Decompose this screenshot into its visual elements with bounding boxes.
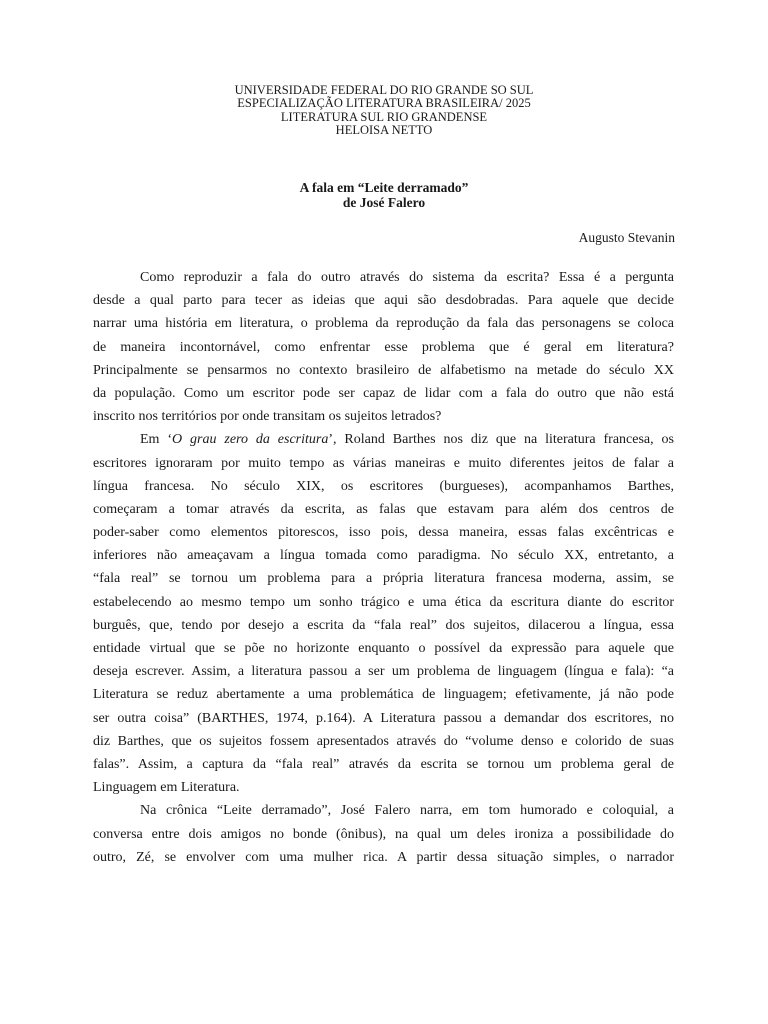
paragraph-2-line: Linguagem em Literatura. — [93, 780, 240, 796]
header-line-professor: HELOISA NETTO — [335, 123, 433, 138]
paragraph-1-line: Como reproduzir a fala do outro através do sistema da escrita? Essa é a pergunta — [140, 270, 674, 285]
paragraph-2-line: inferiores não ameaçavam a língua tomada como paradigma. No século XX, entretanto, a — [93, 548, 674, 564]
essay-title — [0, 180, 768, 210]
essay-body — [93, 266, 674, 869]
paragraph-2-first-line — [93, 428, 674, 451]
author-name: Augusto Stevanin — [578, 230, 675, 245]
paragraph-2-lead: Em ‘ — [140, 432, 173, 448]
paragraph-1-line: de maneira incontornável, como enfrentar esse problema que é geral em literatura? — [93, 339, 674, 355]
paragraph-2-line: ser outra coisa” (BARTHES, 1974, p.164). A Literatura passou a demandar dos escritores, no — [93, 710, 674, 726]
paragraph-2-line: deseja escrever. Assim, a literatura passou a ser um problema de linguagem (língua e fala): “a — [93, 664, 674, 680]
paragraph-3-line: Na crônica “Leite derramado”, José Falero narra, em tom humorado e coloquial, a — [140, 803, 674, 819]
book-title-reference: O grau zero da escritura — [172, 432, 329, 448]
paragraph-1-line: narrar uma história em literatura, o problema da reprodução da fala das personagens se coloca — [93, 316, 674, 332]
header-line-university: UNIVERSIDADE FEDERAL DO RIO GRANDE SO SUL — [234, 83, 534, 97]
header-line-specialization: ESPECIALIZAÇÃO LITERATURA BRASILEIRA/ 2025 — [237, 96, 531, 111]
paragraph-2-line: escritores ignoraram por muito tempo as várias maneiras e muito diferentes jeitos de falar a — [93, 455, 674, 471]
paragraph-2-line: Literatura se reduz abertamente a uma problemática de linguagem; efetivamente, já não pode — [93, 687, 674, 703]
paragraph-2-lead-rest: ’, Roland Barthes nos diz que na literatura francesa, os — [328, 432, 674, 448]
paragraph-2-line: estabelecendo ao mesmo tempo um sonho trágico e uma ética da escritura diante do escritor — [93, 594, 674, 610]
paragraph-2-line: diz Barthes, que os sujeitos fossem apresentados através do “volume denso e colorido de suas — [93, 733, 674, 749]
paragraph-2-line: burguês, que, tendo por desejo a escrita da “fala real” dos sujeitos, dilacerou a língua, essa — [93, 617, 674, 633]
paragraph-1-line: Principalmente se pensarmos no contexto brasileiro de alfabetismo na metade do século XX — [93, 362, 674, 378]
paragraph-1-line: desde a qual parto para tecer as ideias que aqui são desdobradas. Para aquele que decide — [93, 293, 674, 309]
institution-header — [0, 84, 768, 138]
paragraph-2-line: começaram a tomar através da escrita, as falas que estavam para além dos centros de — [93, 501, 674, 517]
title-line-1: A fala em “Leite derramado” — [299, 180, 469, 195]
paragraph-3-line: conversa entre dois amigos no bonde (ônibus), na qual um deles ironiza a possibilidade do — [93, 826, 674, 842]
paragraph-3-line: outro, Zé, se envolver com uma mulher rica. A partir dessa situação simples, o narrador — [93, 849, 674, 865]
header-line-course: LITERATURA SUL RIO GRANDENSE — [280, 109, 488, 124]
paragraph-1-line: inscrito nos territórios por onde transitam os sujeitos letrados? — [93, 409, 442, 425]
paragraph-2-line: “fala real” se tornou um problema para a própria literatura francesa moderna, assim, se — [93, 571, 674, 587]
paragraph-2-line: poder-saber como elementos pitorescos, isso pois, dessa maneira, essas falas excêntricas e — [93, 525, 674, 541]
paragraph-2-line: entidade virtual que se põe no horizonte enquanto o possível da expressão para aquele que — [93, 641, 674, 656]
paragraph-1-line: da população. Como um escritor pode ser capaz de lidar com a fala do outro que não está — [93, 385, 674, 401]
title-line-2: de José Falero — [342, 195, 426, 210]
paragraph-2-line: língua francesa. No século XIX, os escritores (burgueses), acompanhamos Barthes, — [93, 478, 674, 494]
paragraph-2-line: falas”. Assim, a captura da “fala real” através da escrita se tornou um problema geral de — [93, 756, 674, 772]
